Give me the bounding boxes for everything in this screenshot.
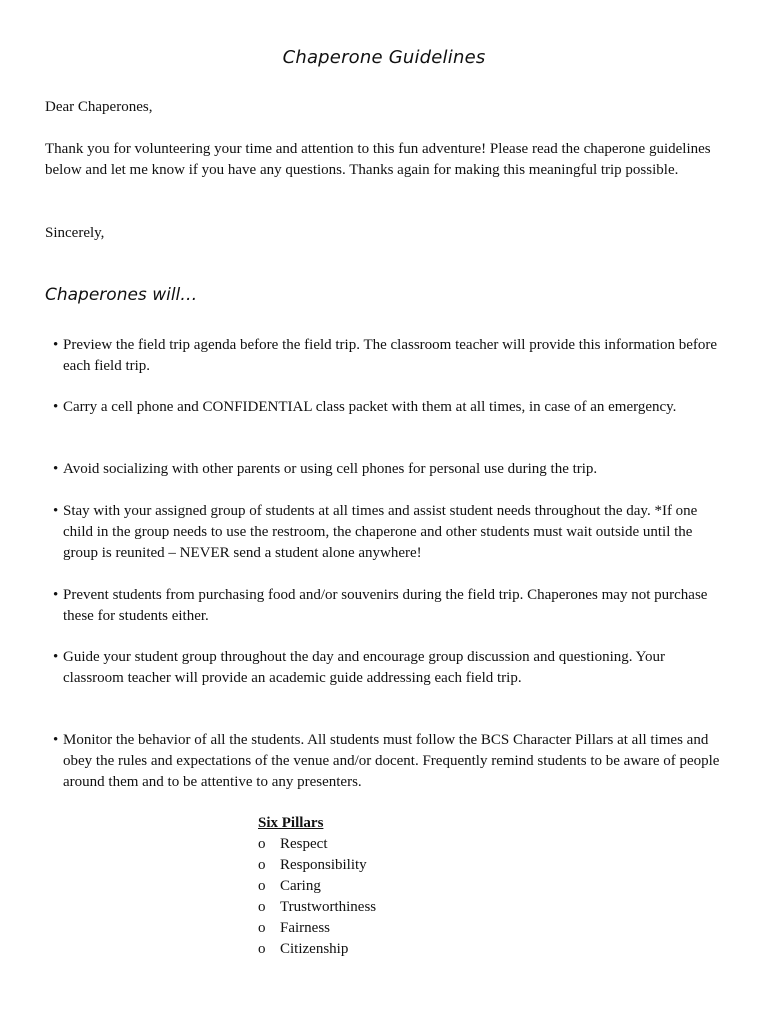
pillar-label: Respect [280, 836, 328, 852]
intro-paragraph: Thank you for volunteering your time and attention to this fun adventure! Please read the chaperone guidelines below and let me know if you have any questions. Thanks again for making this meaningful trip possible. [45, 141, 711, 178]
pillar-label: Responsibility [280, 857, 367, 873]
pillar-item [258, 939, 376, 960]
circle-bullet-icon: o [258, 878, 266, 894]
circle-bullet-icon: o [258, 920, 266, 936]
list-item [45, 335, 725, 377]
list-item [45, 397, 725, 418]
circle-bullet-icon: o [258, 836, 266, 852]
pillar-item [258, 897, 376, 918]
list-item [45, 585, 725, 627]
bullet-icon: • [53, 461, 59, 477]
pillar-label: Trustworthiness [280, 899, 377, 915]
list-item-text: Stay with your assigned group of students at all times and assist student needs throughout the day. *If one child in the group needs to use the restroom, the chaperone and other students must wait outside until the group is reunited – NEVER send a student alone anywhere! [63, 503, 698, 561]
pillar-label: Caring [280, 878, 321, 894]
pillar-item [258, 876, 376, 897]
list-item-text: Guide your student group throughout the day and encourage group discussion and questioning. Your classroom teacher will provide an academic guide addressing each field trip. [63, 649, 665, 686]
closing: Sincerely, [45, 225, 105, 241]
list-item [45, 459, 725, 480]
pillar-item [258, 918, 376, 939]
greeting: Dear Chaperones, [45, 99, 153, 115]
circle-bullet-icon: o [258, 857, 266, 873]
list-item-text: Avoid socializing with other parents or using cell phones for personal use during the trip. [63, 461, 598, 477]
list-item [45, 730, 725, 793]
list-item-text: Carry a cell phone and CONFIDENTIAL class packet with them at all times, in case of an emergency. [63, 399, 677, 415]
list-item [45, 501, 725, 564]
list-item-text: Preview the field trip agenda before the field trip. The classroom teacher will provide this information before each field trip. [63, 337, 718, 374]
pillar-label: Citizenship [280, 941, 349, 957]
bullet-icon: • [53, 337, 59, 353]
bullet-icon: • [53, 503, 59, 519]
bullet-icon: • [53, 732, 59, 748]
pillar-item [258, 855, 376, 876]
list-item-text: Monitor the behavior of all the students. All students must follow the BCS Character Pillars at all times and obey the rules and expectations of the venue and/or docent. Frequently remind students to be aware of people around them and to be attentive to any presenters. [63, 732, 720, 790]
six-pillars-list [258, 813, 376, 960]
circle-bullet-icon: o [258, 941, 266, 957]
bullet-icon: • [53, 399, 59, 415]
bullet-icon: • [53, 587, 59, 603]
pillars-heading: Six Pillars [258, 815, 324, 831]
circle-bullet-icon: o [258, 899, 266, 915]
list-item-text: Prevent students from purchasing food and/or souvenirs during the field trip. Chaperones may not purchase these for students either. [63, 587, 708, 624]
section-heading: Chaperones will… [45, 285, 198, 305]
document-title: Chaperone Guidelines [282, 47, 486, 68]
pillar-label: Fairness [280, 920, 330, 936]
pillar-item [258, 834, 376, 855]
list-item [45, 647, 725, 689]
bullet-icon: • [53, 649, 59, 665]
